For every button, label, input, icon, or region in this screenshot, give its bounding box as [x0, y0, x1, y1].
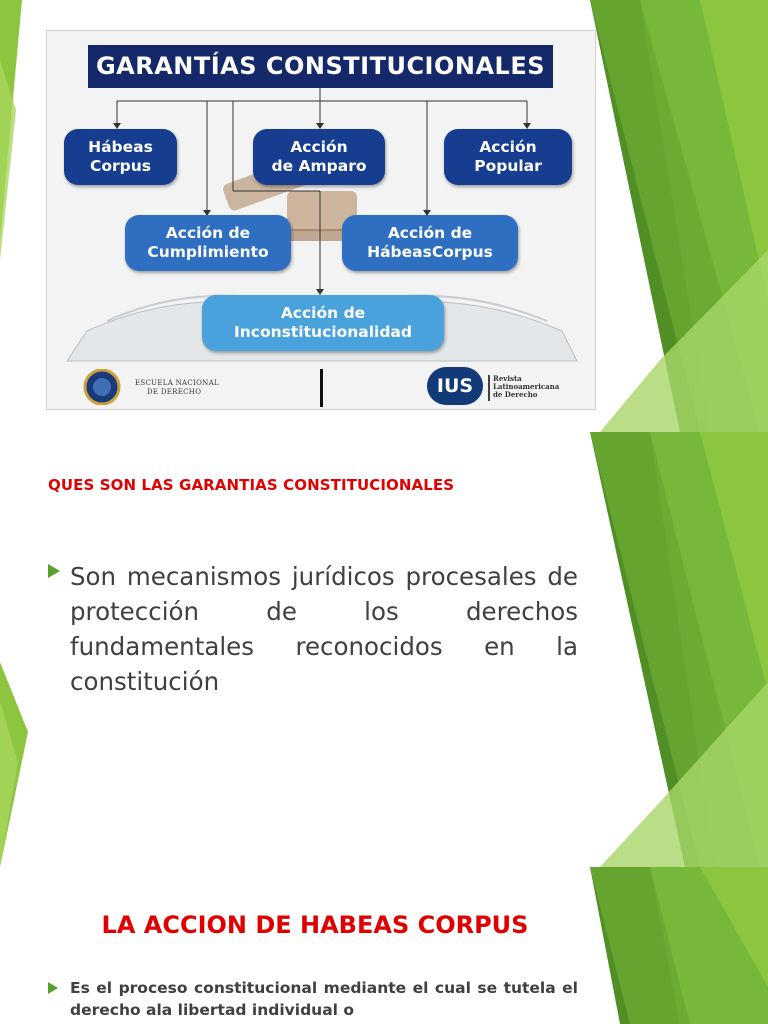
ius-logo-icon [427, 367, 483, 405]
slide-2-heading: QUES SON LAS GARANTIAS CONSTITUCIONALES [48, 476, 455, 494]
box-line: Hábeas [88, 138, 153, 156]
box-line: Acción de [280, 304, 366, 322]
slide-3-heading: LA ACCION DE HABEAS CORPUS [101, 911, 529, 939]
school-line: DE DERECHO [147, 388, 202, 396]
box-line: Popular [474, 157, 542, 175]
revista-name [493, 375, 559, 399]
triangle-bullet-icon [48, 564, 60, 578]
footer-divider [320, 369, 323, 407]
box-line: Acción de [165, 224, 251, 242]
box-line: de Amparo [271, 157, 367, 175]
slide-3-bullet-text: Es el proceso constitucional mediante el cual se tutela el derecho ala libertad individual o [70, 979, 578, 1019]
escuela-logo [77, 369, 297, 405]
ius-logo-text: IUS [436, 375, 474, 397]
triangle-bullet-icon [48, 982, 58, 994]
garantias-diagram [46, 30, 596, 410]
slide-1 [0, 0, 768, 432]
box-line: Inconstitucionalidad [234, 323, 412, 341]
seal-icon [77, 369, 127, 405]
box-line: Cumplimiento [147, 243, 269, 261]
slide-3 [0, 867, 768, 1024]
revista-line: de Derecho [493, 390, 538, 399]
box-accion-de-inconstitucionalidad [202, 295, 444, 351]
revista-line: Latinoamericana [493, 382, 560, 391]
box-line: Acción [290, 138, 348, 156]
school-line: ESCUELA NACIONAL [135, 379, 219, 387]
slide-2-bullet-text: Son mecanismos jurídicos procesales de protección de los derechos fundamentales reconocidos en la constitución [70, 562, 578, 696]
slide-2 [0, 432, 768, 867]
revista-bar [488, 375, 490, 401]
revista-line: Revista [493, 374, 522, 383]
school-name [135, 379, 219, 397]
diagram-title: GARANTÍAS CONSTITUCIONALES [88, 45, 553, 88]
box-line: HábeasCorpus [367, 243, 493, 261]
box-accion-de-cumplimiento [125, 215, 291, 271]
box-line: Corpus [89, 157, 151, 175]
box-accion-de-amparo [253, 129, 385, 185]
box-habeas-corpus [64, 129, 177, 185]
revista-logo [427, 365, 596, 409]
box-accion-popular [444, 129, 572, 185]
box-line: Acción de [387, 224, 473, 242]
box-accion-de-habeascorpus [342, 215, 518, 271]
box-line: Acción [479, 138, 537, 156]
